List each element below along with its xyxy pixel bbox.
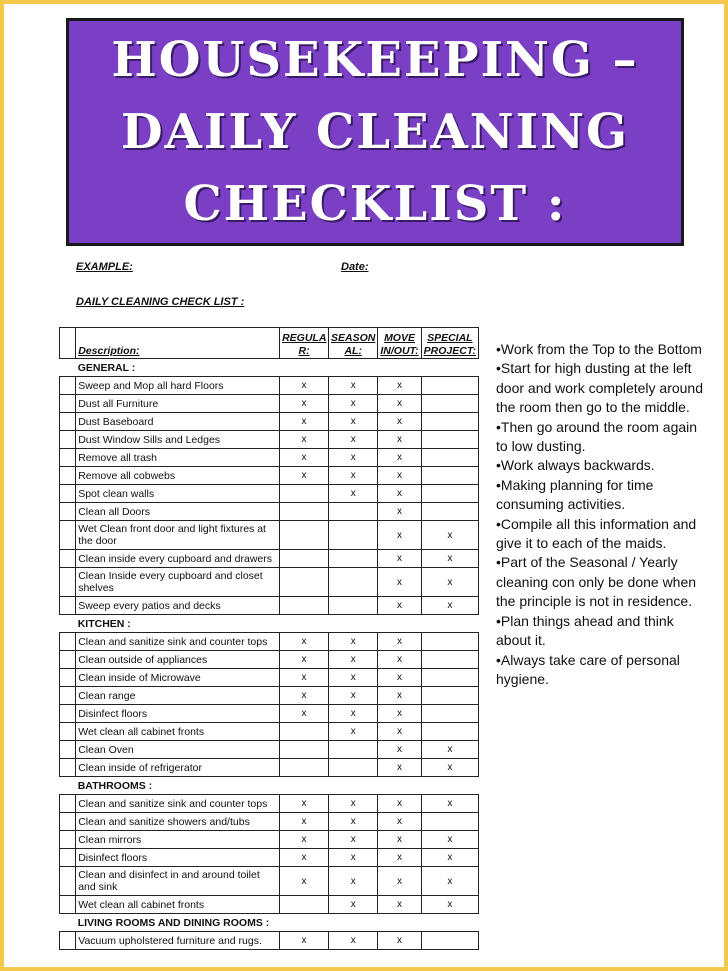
mark-cell: x — [378, 705, 421, 723]
row-number — [60, 741, 76, 759]
mark-cell: x — [378, 687, 421, 705]
empty-cell — [421, 914, 478, 932]
section-row — [60, 777, 479, 795]
mark-cell: x — [378, 431, 421, 449]
mark-cell: x — [378, 849, 421, 867]
mark-cell — [280, 485, 329, 503]
table-row — [60, 687, 479, 705]
section-title: BATHROOMS : — [76, 777, 280, 795]
note-item: •Compile all this information and give it to each of the maids. — [496, 515, 697, 552]
mark-cell: x — [421, 849, 478, 867]
table-row — [60, 503, 479, 521]
row-number — [60, 831, 76, 849]
mark-cell — [421, 813, 478, 831]
mark-cell: x — [329, 449, 378, 467]
note-item: •Part of the Seasonal / Yearly cleaning con only be done when the principle is not in residence. — [496, 554, 697, 610]
task-cell: Remove all cobwebs — [76, 467, 280, 485]
empty-cell — [329, 359, 378, 377]
task-cell: Clean and disinfect in and around toilet and sink — [76, 867, 280, 896]
row-number — [60, 615, 76, 633]
task-cell: Dust Baseboard — [76, 413, 280, 431]
task-cell: Sweep every patios and decks — [76, 597, 280, 615]
table-row — [60, 723, 479, 741]
note-item: •Then go around the room again to low dusting. — [496, 418, 698, 455]
empty-cell — [329, 615, 378, 633]
mark-cell — [421, 723, 478, 741]
row-number — [60, 503, 76, 521]
mark-cell — [421, 651, 478, 669]
mark-cell — [329, 759, 378, 777]
section-row — [60, 359, 479, 377]
task-cell: Vacuum upholstered furniture and rugs. — [76, 932, 280, 950]
mark-cell — [280, 759, 329, 777]
mark-cell: x — [378, 795, 421, 813]
table-row — [60, 932, 479, 950]
mark-cell: x — [329, 896, 378, 914]
task-cell: Sweep and Mop all hard Floors — [76, 377, 280, 395]
mark-cell: x — [378, 651, 421, 669]
task-cell: Wet Clean front door and light fixtures at the door — [76, 521, 280, 550]
mark-cell — [280, 568, 329, 597]
row-number — [60, 550, 76, 568]
table-row — [60, 669, 479, 687]
title-line: HOUSEKEEPING – — [111, 32, 639, 88]
mark-cell: x — [329, 485, 378, 503]
table-row — [60, 413, 479, 431]
mark-cell — [421, 467, 478, 485]
mark-cell: x — [421, 831, 478, 849]
empty-cell — [280, 914, 329, 932]
section-title: KITCHEN : — [76, 615, 280, 633]
mark-cell: x — [280, 449, 329, 467]
mark-cell: x — [378, 669, 421, 687]
task-cell: Clean Inside every cupboard and closet shelves — [76, 568, 280, 597]
mark-cell: x — [329, 413, 378, 431]
table-row — [60, 449, 479, 467]
table-row — [60, 849, 479, 867]
table-row — [60, 485, 479, 503]
mark-cell: x — [378, 831, 421, 849]
mark-cell — [421, 669, 478, 687]
empty-cell — [378, 615, 421, 633]
mark-cell: x — [329, 723, 378, 741]
table-row — [60, 813, 479, 831]
mark-cell: x — [329, 831, 378, 849]
mark-cell — [421, 932, 478, 950]
note-item: •Always take care of personal hygiene. — [496, 651, 680, 687]
mark-cell — [280, 597, 329, 615]
mark-cell: x — [280, 849, 329, 867]
mark-cell — [280, 896, 329, 914]
task-cell: Clean inside of Microwave — [76, 669, 280, 687]
mark-cell: x — [329, 705, 378, 723]
mark-cell — [329, 550, 378, 568]
mark-cell — [280, 550, 329, 568]
number-header — [60, 328, 76, 359]
empty-cell — [421, 615, 478, 633]
mark-cell: x — [329, 795, 378, 813]
empty-cell — [378, 359, 421, 377]
task-cell: Dust all Furniture — [76, 395, 280, 413]
row-number — [60, 687, 76, 705]
empty-cell — [378, 914, 421, 932]
mark-cell: x — [378, 597, 421, 615]
description-header: Description: — [76, 328, 280, 359]
row-number — [60, 568, 76, 597]
row-number — [60, 932, 76, 950]
mark-cell: x — [421, 867, 478, 896]
mark-cell: x — [421, 741, 478, 759]
task-cell: Disinfect floors — [76, 705, 280, 723]
row-number — [60, 777, 76, 795]
mark-cell: x — [378, 723, 421, 741]
mark-cell — [421, 485, 478, 503]
task-cell: Clean and sanitize sink and counter tops — [76, 795, 280, 813]
task-cell: Wet clean all cabinet fronts — [76, 723, 280, 741]
mark-cell — [280, 723, 329, 741]
task-cell: Clean inside every cupboard and drawers — [76, 550, 280, 568]
empty-cell — [378, 777, 421, 795]
note-item: •Plan things ahead and think about it. — [496, 612, 674, 649]
mark-cell: x — [280, 687, 329, 705]
mark-cell: x — [329, 377, 378, 395]
row-number — [60, 759, 76, 777]
row-number — [60, 395, 76, 413]
mark-cell: x — [280, 669, 329, 687]
empty-cell — [421, 359, 478, 377]
note-item: •Start for high dusting at the left door and work completely around the room then go to the middle. — [496, 360, 704, 416]
task-cell: Wet clean all cabinet fronts — [76, 896, 280, 914]
mark-cell: x — [378, 413, 421, 431]
mark-cell: x — [280, 651, 329, 669]
mark-cell — [329, 741, 378, 759]
mark-cell: x — [421, 550, 478, 568]
mark-cell: x — [280, 831, 329, 849]
mark-cell: x — [280, 705, 329, 723]
mark-cell: x — [378, 550, 421, 568]
table-row — [60, 521, 479, 550]
table-row — [60, 597, 479, 615]
row-number — [60, 359, 76, 377]
title-line: DAILY CLEANING — [121, 104, 629, 160]
mark-cell: x — [329, 651, 378, 669]
section-row — [60, 615, 479, 633]
table-row — [60, 741, 479, 759]
checklist-title: DAILY CLEANING CHECK LIST : — [76, 296, 245, 308]
table-row — [60, 867, 479, 896]
task-cell: Spot clean walls — [76, 485, 280, 503]
mark-cell — [329, 521, 378, 550]
section-row — [60, 914, 479, 932]
row-number — [60, 449, 76, 467]
cleaning-table — [59, 327, 479, 950]
table-row — [60, 550, 479, 568]
mark-cell: x — [280, 813, 329, 831]
row-number — [60, 485, 76, 503]
regular-header: REGULA R: — [280, 328, 329, 359]
mark-cell — [280, 503, 329, 521]
mark-cell: x — [421, 568, 478, 597]
mark-cell — [421, 449, 478, 467]
mark-cell — [421, 503, 478, 521]
mark-cell — [280, 521, 329, 550]
mark-cell: x — [378, 449, 421, 467]
date-label: Date: — [341, 261, 369, 273]
table-row — [60, 651, 479, 669]
mark-cell: x — [280, 467, 329, 485]
task-cell: Clean and sanitize showers and/tubs — [76, 813, 280, 831]
mark-cell: x — [280, 395, 329, 413]
row-number — [60, 867, 76, 896]
mark-cell: x — [378, 467, 421, 485]
mark-cell: x — [329, 395, 378, 413]
mark-cell — [329, 503, 378, 521]
mark-cell: x — [329, 813, 378, 831]
seasonal-header: SEASON AL: — [329, 328, 378, 359]
mark-cell: x — [378, 813, 421, 831]
mark-cell — [421, 413, 478, 431]
row-number — [60, 669, 76, 687]
mark-cell: x — [329, 867, 378, 896]
mark-cell: x — [378, 521, 421, 550]
mark-cell: x — [280, 377, 329, 395]
mark-cell — [421, 377, 478, 395]
mark-cell — [280, 741, 329, 759]
row-number — [60, 377, 76, 395]
empty-cell — [280, 359, 329, 377]
special-header: SPECIAL PROJECT: — [421, 328, 478, 359]
note-item: •Work always backwards. — [496, 457, 655, 474]
table-row — [60, 633, 479, 651]
section-title: GENERAL : — [76, 359, 280, 377]
mark-cell: x — [378, 759, 421, 777]
empty-cell — [329, 777, 378, 795]
table-row — [60, 568, 479, 597]
mark-cell: x — [421, 795, 478, 813]
mark-cell: x — [378, 395, 421, 413]
table-row — [60, 395, 479, 413]
row-number — [60, 849, 76, 867]
row-number — [60, 467, 76, 485]
mark-cell: x — [378, 867, 421, 896]
mark-cell: x — [280, 633, 329, 651]
empty-cell — [421, 777, 478, 795]
table-row — [60, 831, 479, 849]
mark-cell — [421, 633, 478, 651]
row-number — [60, 651, 76, 669]
table-row — [60, 705, 479, 723]
mark-cell: x — [280, 795, 329, 813]
title-line: CHECKLIST : — [183, 176, 567, 232]
example-label: EXAMPLE: — [76, 261, 133, 273]
mark-cell — [421, 431, 478, 449]
mark-cell: x — [329, 467, 378, 485]
task-cell: Remove all trash — [76, 449, 280, 467]
title-banner — [66, 18, 684, 246]
row-number — [60, 597, 76, 615]
table-row — [60, 896, 479, 914]
row-number — [60, 723, 76, 741]
mark-cell: x — [378, 741, 421, 759]
row-number — [60, 521, 76, 550]
table-row — [60, 467, 479, 485]
task-cell: Clean and sanitize sink and counter tops — [76, 633, 280, 651]
task-cell: Clean inside of refrigerator — [76, 759, 280, 777]
mark-cell: x — [329, 431, 378, 449]
mark-cell: x — [421, 597, 478, 615]
mark-cell: x — [421, 896, 478, 914]
task-cell: Clean Oven — [76, 741, 280, 759]
task-cell: Dust Window Sills and Ledges — [76, 431, 280, 449]
row-number — [60, 795, 76, 813]
table-row — [60, 377, 479, 395]
mark-cell: x — [280, 867, 329, 896]
mark-cell: x — [329, 669, 378, 687]
mark-cell: x — [329, 633, 378, 651]
row-number — [60, 813, 76, 831]
note-item: •Making planning for time consuming activities. — [496, 476, 654, 513]
row-number — [60, 431, 76, 449]
task-cell: Clean range — [76, 687, 280, 705]
mark-cell: x — [378, 932, 421, 950]
mark-cell — [329, 597, 378, 615]
checklist-page — [4, 4, 724, 967]
mark-cell: x — [378, 377, 421, 395]
section-title: LIVING ROOMS AND DINING ROOMS : — [76, 914, 280, 932]
mark-cell: x — [280, 413, 329, 431]
table-body — [60, 359, 479, 950]
note-item: •Work from the Top to the Bottom — [496, 341, 702, 357]
mark-cell: x — [280, 932, 329, 950]
empty-cell — [329, 914, 378, 932]
task-cell: Clean all Doors — [76, 503, 280, 521]
empty-cell — [280, 615, 329, 633]
mark-cell: x — [378, 633, 421, 651]
empty-cell — [280, 777, 329, 795]
mark-cell — [329, 568, 378, 597]
mark-cell: x — [378, 568, 421, 597]
table-header-row — [60, 328, 479, 359]
mark-cell: x — [421, 759, 478, 777]
mark-cell — [421, 705, 478, 723]
row-number — [60, 705, 76, 723]
mark-cell — [421, 687, 478, 705]
row-number — [60, 914, 76, 932]
mark-cell: x — [421, 521, 478, 550]
row-number — [60, 896, 76, 914]
task-cell: Disinfect floors — [76, 849, 280, 867]
table-row — [60, 431, 479, 449]
mark-cell: x — [378, 503, 421, 521]
mark-cell: x — [378, 485, 421, 503]
row-number — [60, 413, 76, 431]
mark-cell: x — [329, 687, 378, 705]
mark-cell: x — [329, 932, 378, 950]
mark-cell: x — [378, 896, 421, 914]
task-cell: Clean outside of appliances — [76, 651, 280, 669]
mark-cell: x — [280, 431, 329, 449]
mark-cell — [421, 395, 478, 413]
table-row — [60, 795, 479, 813]
move-header: MOVE IN/OUT: — [378, 328, 421, 359]
instructions-notes — [496, 340, 706, 689]
row-number — [60, 633, 76, 651]
table-row — [60, 759, 479, 777]
task-cell: Clean mirrors — [76, 831, 280, 849]
mark-cell: x — [329, 849, 378, 867]
